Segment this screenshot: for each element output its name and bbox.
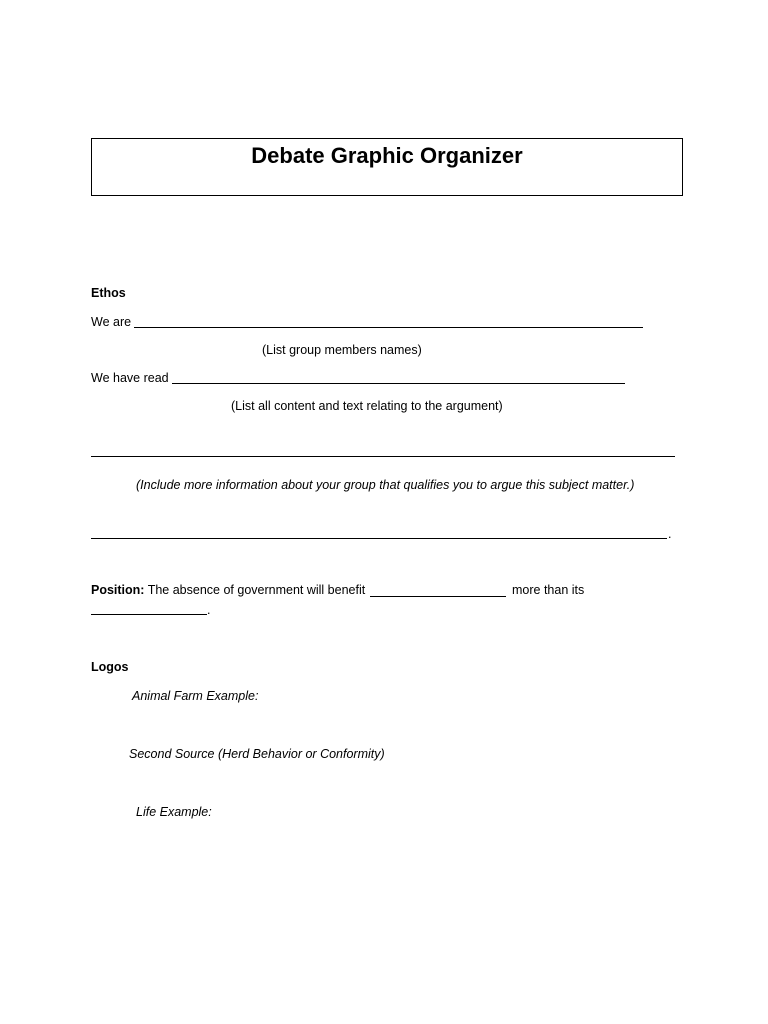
ethos-extra-blank-2[interactable] <box>91 538 667 539</box>
position-statement <box>91 582 365 598</box>
benefit-blank[interactable] <box>370 596 506 597</box>
we-have-read-label: We have read <box>91 371 169 385</box>
than-its-blank[interactable] <box>91 614 207 615</box>
position-text-after: more than its <box>512 583 585 597</box>
qualifies-hint: (Include more information about your group that qualifies you to argue this subject matter.) <box>136 478 635 492</box>
title-box <box>91 138 683 196</box>
animal-farm-example: Animal Farm Example: <box>132 689 259 703</box>
members-hint: (List group members names) <box>262 343 422 357</box>
content-hint: (List all content and text relating to the argument) <box>231 399 503 413</box>
life-example: Life Example: <box>136 805 212 819</box>
we-are-blank[interactable] <box>134 327 643 328</box>
ethos-extra-blank-1[interactable] <box>91 456 675 457</box>
position-label: Position: <box>91 583 145 597</box>
logos-heading: Logos <box>91 660 129 674</box>
second-source: Second Source (Herd Behavior or Conformity) <box>129 747 385 761</box>
ethos-heading: Ethos <box>91 286 126 300</box>
position-period: . <box>207 603 211 617</box>
page-title: Debate Graphic Organizer <box>251 143 523 168</box>
position-text-before: The absence of government will benefit <box>147 583 366 597</box>
we-have-read-blank[interactable] <box>172 383 625 384</box>
we-are-label: We are <box>91 315 132 329</box>
ethos-period: . <box>668 527 672 541</box>
